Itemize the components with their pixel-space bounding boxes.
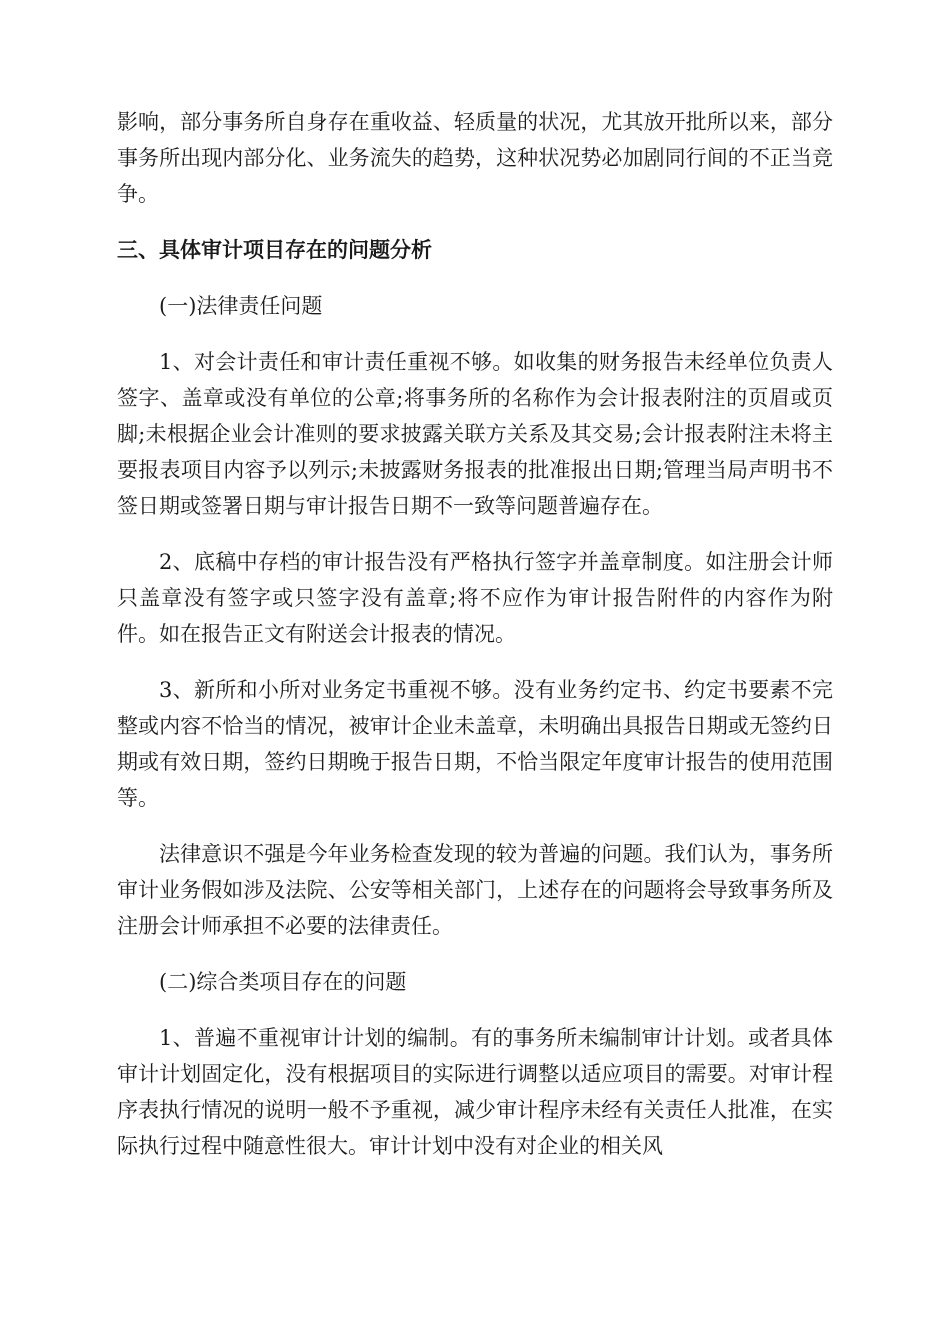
subsection-heading-comprehensive: (二)综合类项目存在的问题: [159, 970, 407, 994]
paragraph-item-1: 1、对会计责任和审计责任重视不够。如收集的财务报告未经单位负责人签字、盖章或没有单位的公章;将事务所的名称作为会计报表附注的页眉或页脚;未根据企业会计准则的要求披露关联方关系及其交易;会计报表附注未将主要报表项目内容予以列示;未披露财务报表的批准报出日期;管理当局声明书不签日期或签署日期与审计报告日期不一致等问题普遍存在。: [117, 350, 833, 518]
paragraph-continued: 影响，部分事务所自身存在重收益、轻质量的状况，尤其放开批所以来，部分事务所出现内部分化、业务流失的趋势，这种状况势必加剧同行间的不正当竞争。: [117, 110, 833, 206]
subsection-heading-legal: (一)法律责任问题: [159, 294, 323, 318]
paragraph-item-3: 3、新所和小所对业务定书重视不够。没有业务约定书、约定书要素不完整或内容不恰当的情况，被审计企业未盖章，未明确出具报告日期或无签约日期或有效日期，签约日期晚于报告日期，不恰当限定年度审计报告的使用范围等。: [117, 678, 833, 810]
paragraph-summary: 法律意识不强是今年业务检查发现的较为普遍的问题。我们认为，事务所审计业务假如涉及法院、公安等相关部门，上述存在的问题将会导致事务所及注册会计师承担不必要的法律责任。: [117, 842, 833, 938]
section-heading-3: 三、具体审计项目存在的问题分析: [117, 238, 432, 262]
paragraph-audit-plan: 1、普遍不重视审计计划的编制。有的事务所未编制审计计划。或者具体审计计划固定化，没有根据项目的实际进行调整以适应项目的需要。对审计程序表执行情况的说明一般不予重视，减少审计程序未经有关责任人批准，在实际执行过程中随意性很大。审计计划中没有对企业的相关风: [117, 1026, 833, 1158]
document-body: [117, 104, 833, 1184]
paragraph-item-2: 2、底稿中存档的审计报告没有严格执行签字并盖章制度。如注册会计师只盖章没有签字或只签字没有盖章;将不应作为审计报告附件的内容作为附件。如在报告正文有附送会计报表的情况。: [117, 550, 833, 646]
